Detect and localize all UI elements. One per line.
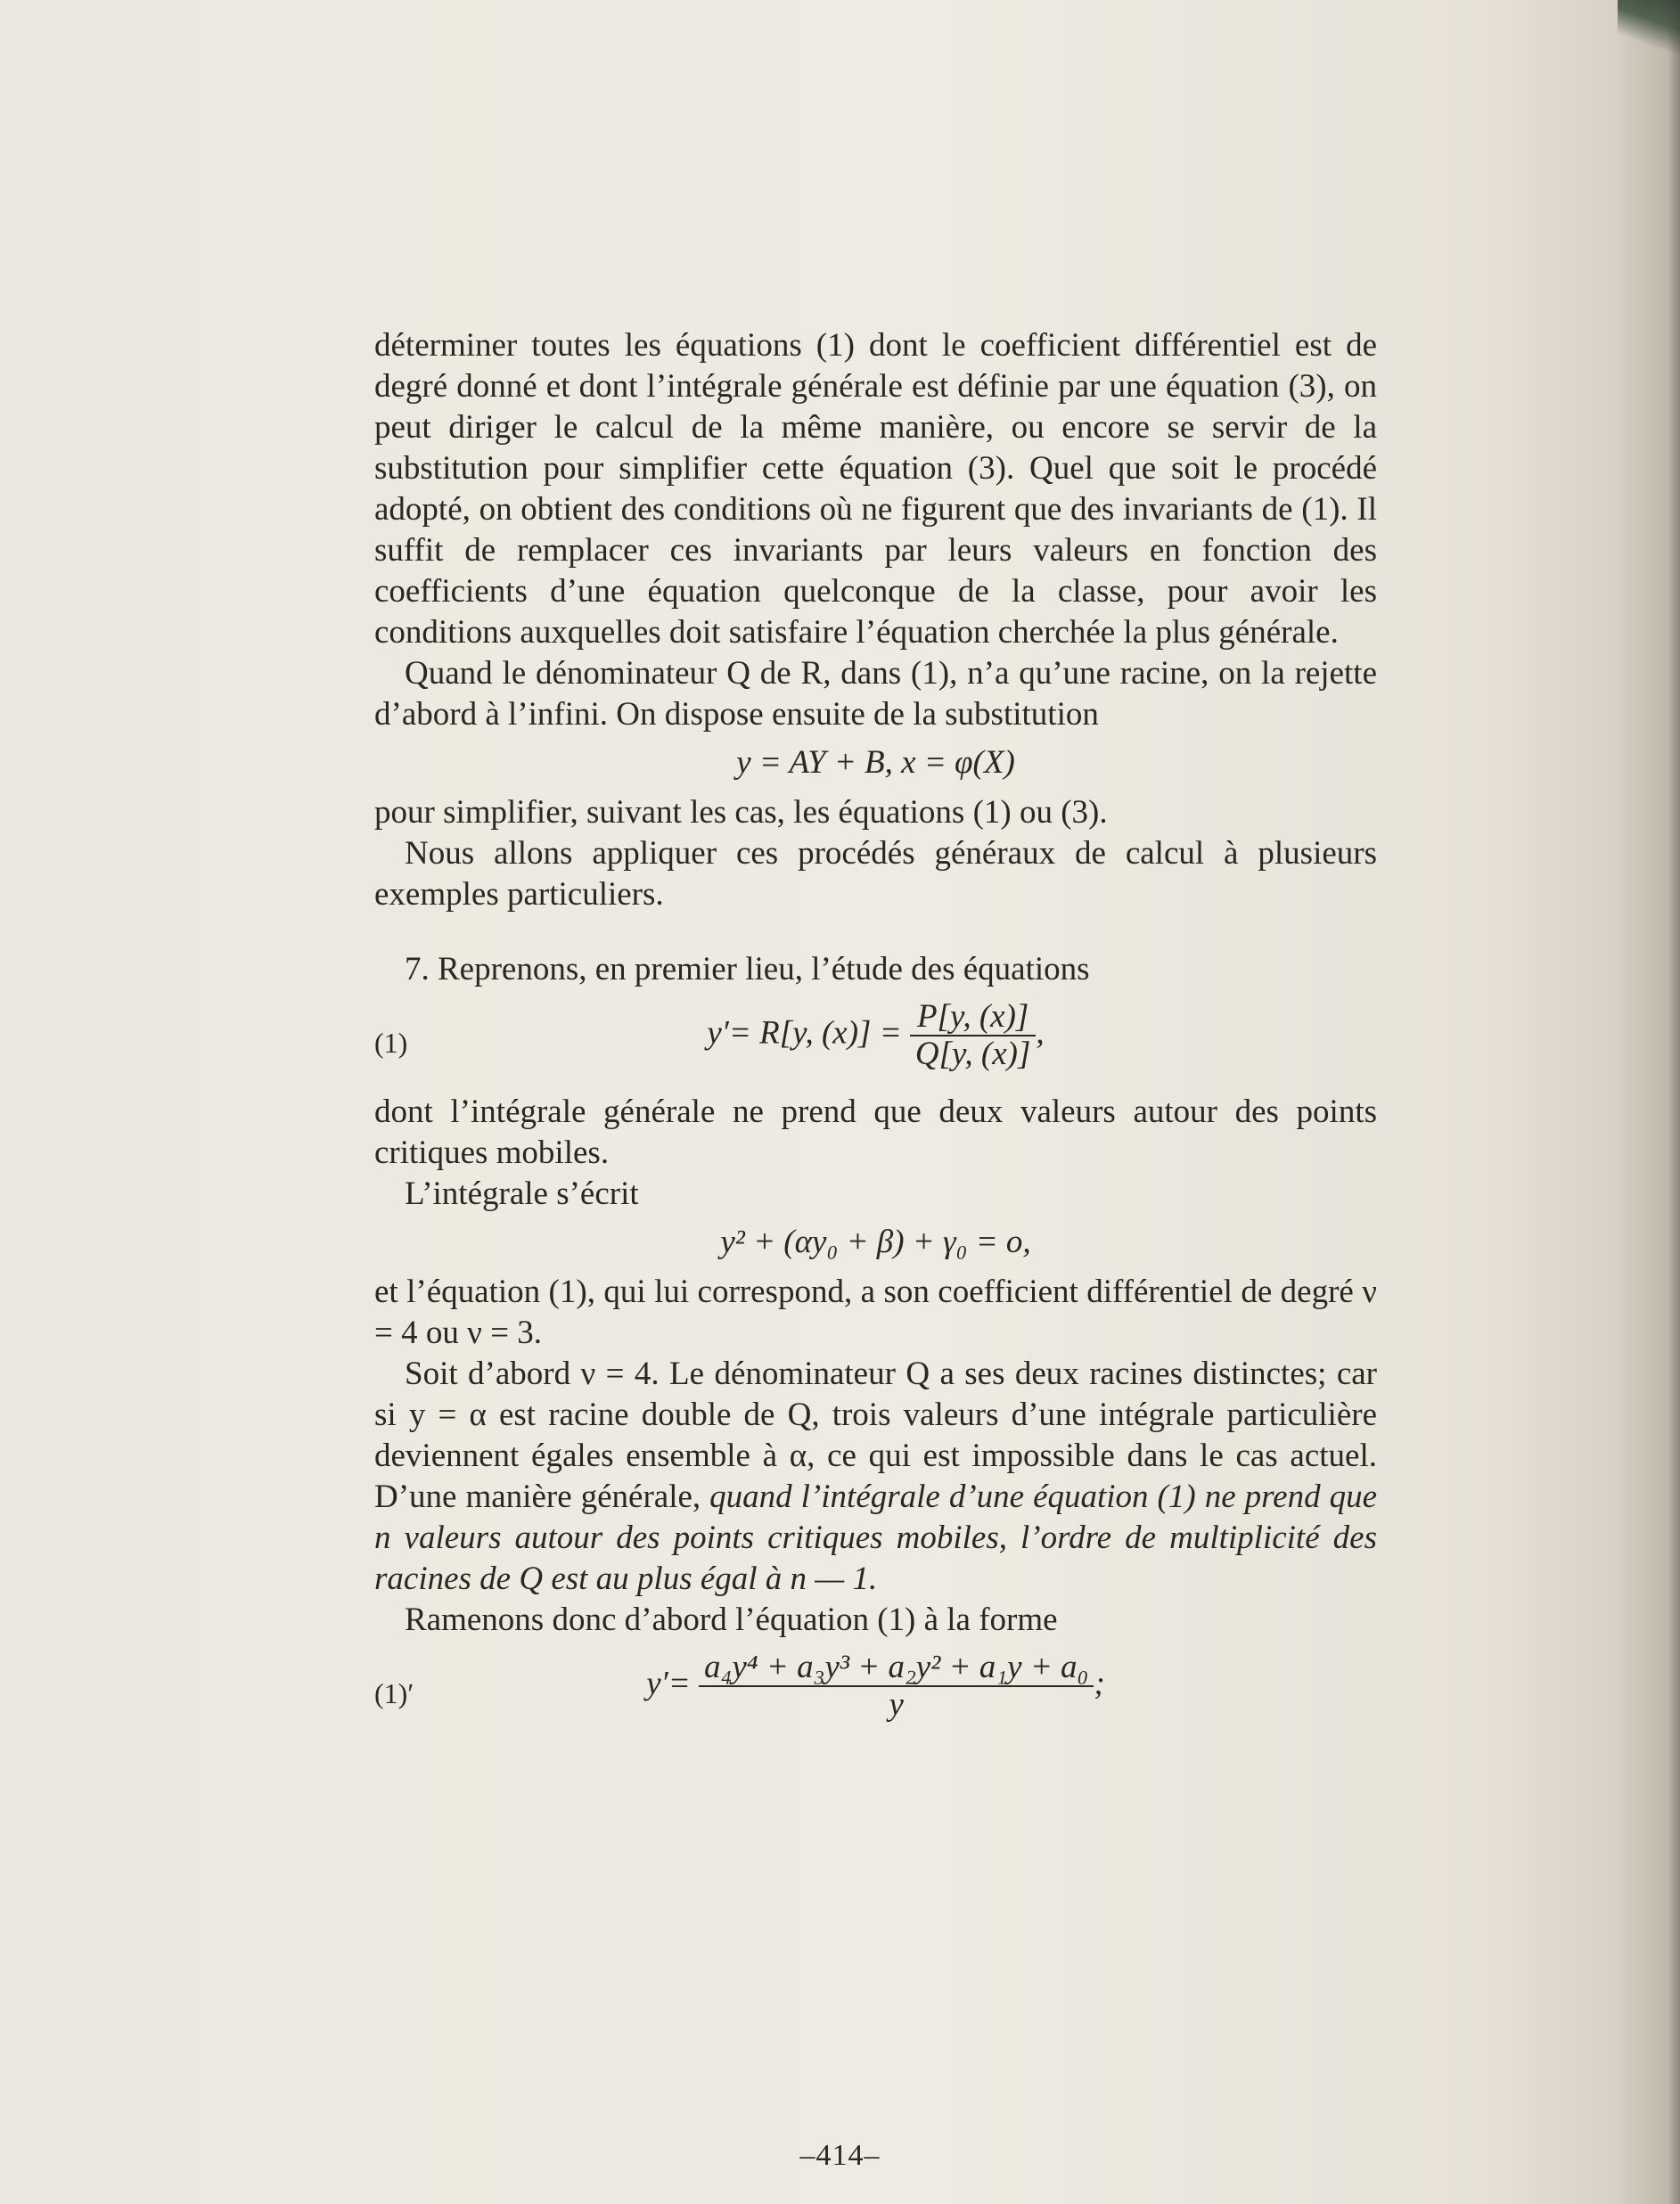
equation-1-body <box>374 999 1377 1072</box>
equation-1-prime-lhs: y′= <box>646 1665 691 1702</box>
equation-1-prime-denominator: y <box>889 1686 904 1723</box>
equation-1-prime-body <box>374 1650 1377 1723</box>
equation-1-fraction <box>910 999 1036 1072</box>
paragraph-8: et l’équation (1), qui lui correspond, a son coefficient différentiel de degré ν = 4 ou ν = 3. <box>374 1274 1377 1351</box>
integral-equation: y² + (αy₀ + β) + γ₀ = o, <box>720 1224 1031 1260</box>
equation-1-number: (1) <box>374 1027 408 1059</box>
paragraph-2: Quand le dénominateur Q de R, dans (1), n’a qu’une racine, on la rejette d’abord à l’infini. On dispose ensuite de la substitution <box>374 655 1377 733</box>
equation-1-prime-numerator: a₄y⁴ + a₃y³ + a₂y² + a₁y + a₀ <box>699 1650 1094 1687</box>
equation-1-prime <box>374 1650 1377 1732</box>
equation-1-tail: , <box>1036 1014 1045 1052</box>
paragraph-6: dont l’intégrale générale ne prend que deux valeurs autour des points critiques mobiles. <box>374 1094 1377 1171</box>
paragraph-4: Nous allons appliquer ces procédés généraux de calcul à plusieurs exemples particuliers. <box>374 835 1377 913</box>
paragraph-7: L’intégrale s’écrit <box>405 1176 639 1212</box>
page-gutter-shadow <box>1668 0 1680 2204</box>
section-7-heading: 7. Reprenons, en premier lieu, l’étude des équations <box>405 951 1090 987</box>
equation-1-numerator: P[y, (x)] <box>910 999 1036 1036</box>
equation-1-lhs: y′= R[y, (x)] = <box>707 1014 902 1052</box>
paragraph-3: pour simplifier, suivant les cas, les équations (1) ou (3). <box>374 794 1108 831</box>
paragraph-1: déterminer toutes les équations (1) dont le coefficient différentiel est de degré donné et dont l’intégrale générale est définie par une équation (3), on peut diriger le calcul de la même manière, ou encore se servir de la substitution pour simplifier cette équation (3). Quel que soit le procédé adopté, on obtient des conditions où ne figurent que des invariants de (1). Il suffit de remplacer ces invariants par leurs valeurs en fonction des coefficients d’une équation quelconque de la classe, pour avoir les conditions auxquelles doit satisfaire l’équation cherchée la plus générale. <box>374 327 1377 651</box>
paragraph-9-text: Soit d’abord ν = 4. Le dénominateur Q a ses deux racines distinctes; car si y = α est racine double de Q, trois valeurs d’une intégrale particulière deviennent égales ensemble à α, ce qui est impossible dans le cas actuel. D’une manière générale, <box>374 1356 1377 1515</box>
equation-1-prime-tail: ; <box>1094 1665 1105 1702</box>
equation-1-prime-fraction <box>699 1650 1094 1723</box>
equation-1-prime-number: (1)′ <box>374 1677 414 1709</box>
paragraph-10: Ramenons donc d’abord l’équation (1) à la forme <box>405 1602 1058 1638</box>
page-body <box>374 325 1377 1742</box>
paragraph-9-italic-theorem: quand l’intégrale d’une équation (1) ne prend que n valeurs autour des points critiques mobiles, l’ordre de multiplicité des racines de Q est au plus égal à n — 1. <box>374 1479 1377 1597</box>
substitution-equation: y = AY + B, x = φ(X) <box>736 744 1015 781</box>
page-number: –414– <box>799 2139 881 2172</box>
equation-1 <box>374 999 1377 1081</box>
equation-1-denominator: Q[y, (x)] <box>914 1036 1031 1072</box>
paragraph-9 <box>374 1354 1377 1600</box>
